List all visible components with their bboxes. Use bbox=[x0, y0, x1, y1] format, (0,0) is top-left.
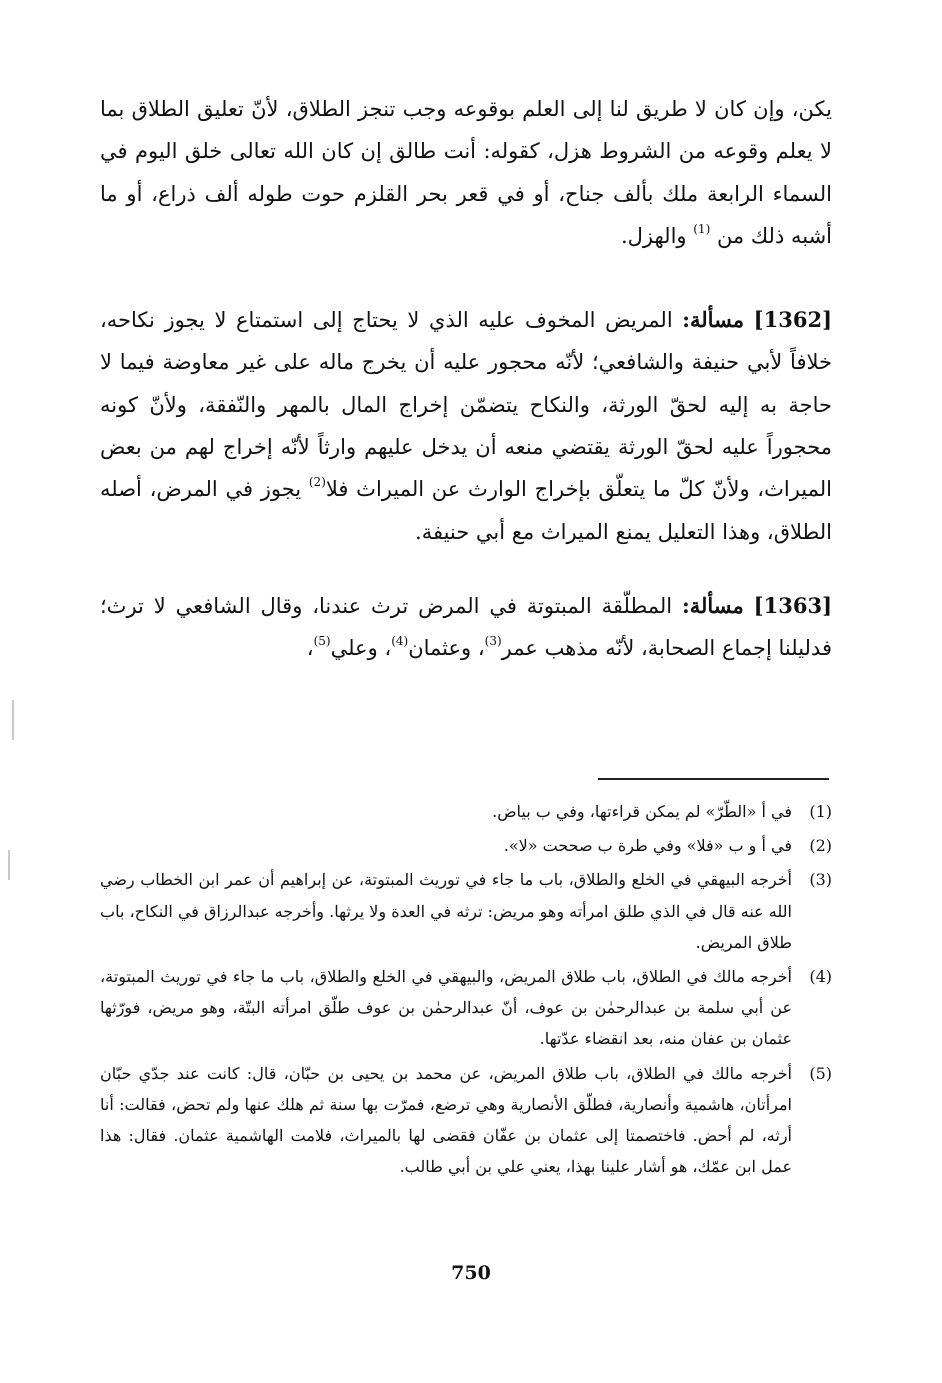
footnote bbox=[100, 961, 832, 1055]
footnote-marker: (1) bbox=[693, 221, 711, 236]
paragraph-continuation bbox=[100, 88, 832, 257]
issue-1363 bbox=[100, 585, 832, 670]
footnote bbox=[100, 796, 832, 827]
footnote-text: أخرجه مالك في الطلاق، باب طلاق المريض، والبيهقي في الخلع والطلاق، باب ما جاء في توريث المبتوتة، عن أبي سلمة بن عبدالرحمٰن بن عوف، أنّ عبدالرحمٰن بن عوف طلّق امرأته البتّة، وهو مريض، فورّثها عثمان بن عفان منه، بعد انقضاء عدّتها. bbox=[100, 967, 792, 1049]
footnote-marker: (4) bbox=[391, 634, 409, 649]
footnote-number: (5) bbox=[809, 1063, 832, 1083]
footnote-number: (3) bbox=[809, 870, 832, 890]
issue-number: [1363] bbox=[753, 592, 832, 618]
issue-keyword: مسألة: bbox=[682, 307, 745, 333]
paragraph-text: والهزل. bbox=[620, 223, 687, 248]
scan-mark bbox=[8, 850, 10, 880]
issue-text: المريض المخوف عليه الذي لا يحتاج إلى استمتاع لا يجوز نكاحه، خلافاً لأبي حنيفة والشافعي؛ لأنّه محجور عليه أن يخرج ماله على غير معاوضة فيما لا حاجة به إليه لحقّ الورثة، والنكاح يتضمّن إخراج المال بالمهر والنّفقة، ولأنّ كونه محجوراً عليه لحقّ الورثة يقتضي منعه أن يدخل عليهم وارثاً لأنّه إخراج لهم من بعض الميراث، ولأنّ كلّ ما يتعلّق بإخراج الوارث عن الميراث فلا bbox=[100, 308, 832, 502]
footnote-text: أخرجه مالك في الطلاق، باب طلاق المريض، عن محمد بن يحيى بن حبّان، قال: كانت عند جدّي حبّان امرأتان، هاشمية وأنصارية، فطلّق الأنصارية وهي ترضع، فمرّت بها سنة ثم هلك عنها ولم تحض، فقالت: أنا أرثه، لم أحض. فاختصمتا إلى عثمان بن عفّان فقضى لها بالميراث، فلامت الهاشمية عثمان. فقال: هذا عمل ابن عمّك، هو أشار علينا بهذا، يعني علي بن أبي طالب. bbox=[100, 1063, 792, 1177]
issue-1362 bbox=[100, 299, 832, 553]
footnote-text: في أ و ب «فلا» وفي طرة ب صححت «لا». bbox=[503, 836, 792, 856]
page-number: 750 bbox=[451, 1262, 491, 1284]
footnote-text: في أ «الطّرّ» لم يمكن قراءتها، وفي ب بياض. bbox=[492, 802, 792, 821]
footnotes bbox=[100, 796, 832, 1185]
scan-mark bbox=[12, 700, 14, 740]
footnote-marker: (3) bbox=[484, 634, 502, 649]
footnote-marker: (5) bbox=[313, 634, 331, 649]
footnote-separator bbox=[598, 778, 829, 780]
issue-text: ، bbox=[306, 636, 314, 661]
footnote-number: (2) bbox=[809, 836, 832, 856]
paragraph-text: يكن، وإن كان لا طريق لنا إلى العلم بوقوعه وجب تنجز الطلاق، لأنّ تعليق الطلاق بما لا يعلم وقوعه من الشروط هزل، كقوله: أنت طالق إن كان الله تعالى خلق اليوم في السماء الرابعة ملك بألف جناح، أو في قعر بحر القلزم حوت طوله ألف ذراع، أو ما أشبه ذلك من bbox=[100, 97, 832, 248]
footnote-marker: (2) bbox=[308, 475, 326, 490]
footnote bbox=[100, 1058, 832, 1183]
footnote-text: أخرجه البيهقي في الخلع والطلاق، باب ما جاء في توريث المبتوتة، عن إبراهيم أن عمر ابن الخطاب رضي الله عنه قال في الذي طلق امرأته وهو مريض: ترثه في العدة ولا يرثها. وأخرجه عبدالرزاق في النكاح، باب طلاق المريض. bbox=[100, 870, 793, 952]
issue-keyword: مسألة: bbox=[681, 592, 744, 618]
issue-text: يجوز في المرض، أصله الطلاق، وهذا التعليل يمنع الميراث مع أبي حنيفة. bbox=[100, 477, 832, 544]
footnote bbox=[100, 864, 832, 958]
issue-text: ، وعلي bbox=[330, 636, 392, 661]
footnote-number: (4) bbox=[809, 967, 832, 987]
main-text bbox=[100, 88, 832, 670]
footnote-number: (1) bbox=[809, 802, 832, 821]
issue-text: المطلّقة المبتوتة في المرض ترث عندنا، وقال الشافعي لا ترث؛ فدليلنا إجماع الصحابة، لأنّه مذهب عمر bbox=[100, 593, 832, 661]
issue-text: ، وعثمان bbox=[408, 636, 485, 661]
footnote bbox=[100, 830, 832, 861]
issue-number: [1362] bbox=[753, 307, 832, 333]
